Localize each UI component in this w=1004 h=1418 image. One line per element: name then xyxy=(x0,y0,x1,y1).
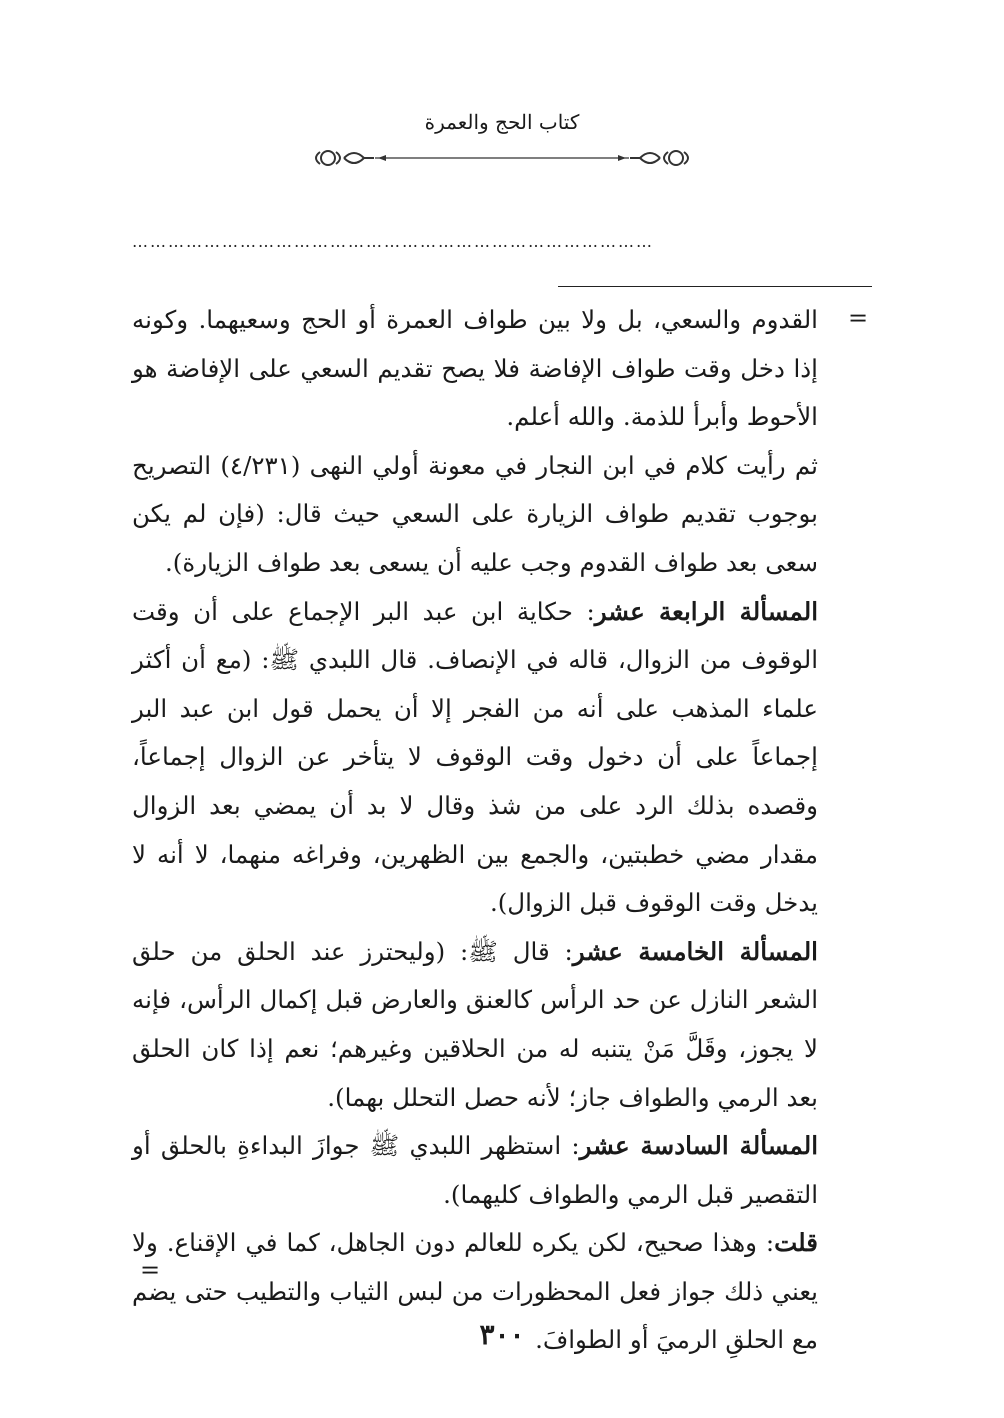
paragraph xyxy=(132,296,818,442)
paragraph xyxy=(132,928,818,1122)
continuation-mark-bottom: = xyxy=(140,1256,161,1284)
book-title: كتاب الحج والعمرة xyxy=(424,110,580,134)
paragraph-lead: المسألة الخامسة عشر xyxy=(572,936,818,966)
paragraph-lead: المسألة السادسة عشر xyxy=(579,1131,818,1161)
footnote-body xyxy=(132,296,818,1365)
header-ornament xyxy=(300,138,704,178)
paragraph-text: : حكاية ابن عبد البر الإجماع على أن وقت الوقوف من الزوال، قاله في الإنصاف. قال اللبدي ﷺ: (مع أن أكثر علماء المذهب على أنه من الفجر إلا أن يحمل قول ابن عبد البر إجماعاً على أن دخول وقت الوقوف لا يتأخر عن الزوال إجماعاً، وقصده بذلك الرد على من شذ وقال لا بد أن يمضي بعد الزوال مقدار مضي خطبتين، والجمع بين الظهرين، وفراغه منهما، لا أنه لا يدخل وقت الوقوف قبل الزوال). xyxy=(132,596,818,918)
paragraph-text: ثم رأيت كلام في ابن النجار في معونة أولي النهى (٤/٢٣١) التصريح بوجوب تقديم طواف الزيارة على السعي حيث قال: (فإن لم يكن سعى بعد طواف القدوم وجب عليه أن يسعى بعد طواف الزيارة). xyxy=(132,450,818,577)
paragraph-lead: قلت xyxy=(774,1228,818,1258)
paragraph-text: : استظهر اللبدي ﷺ جوازَ البداءةِ بالحلق أو التقصير قبل الرمي والطواف كليهما). xyxy=(132,1131,818,1209)
paragraph-lead: المسألة الرابعة عشر xyxy=(594,596,818,626)
continuation-mark-top: = xyxy=(848,304,869,332)
footnote-rule xyxy=(558,286,872,287)
paragraph xyxy=(132,588,818,928)
paragraph xyxy=(132,442,818,588)
paragraph-text: القدوم والسعي، بل ولا بين طواف العمرة أو الحج وسعيهما. وكونه إذا دخل وقت طواف الإفاضة فلا يصح تقديم السعي على الإفاضة هو الأحوط وأبرأ للذمة. والله أعلم. xyxy=(132,305,818,432)
dotted-separator: …………………………………………………………………………… xyxy=(132,232,654,251)
paragraph-text: : قال ﷺ: (وليحترز عند الحلق من حلق الشعر النازل عن حد الرأس كالعنق والعارض قبل إكمال الرأس، فإنه لا يجوز، وقَلَّ مَنْ يتنبه له من الحلاقين وغيرهم؛ نعم إذا كان الحلق بعد الرمي والطواف جاز؛ لأنه حصل التحلل بهما). xyxy=(132,936,818,1112)
paragraph xyxy=(132,1122,818,1219)
page-number: ٣٠٠ xyxy=(479,1318,525,1351)
paragraph-text: : وهذا صحيح، لكن يكره للعالم دون الجاهل، كما في الإقناع. ولا يعني ذلك جواز فعل المحظورات من لبس الثياب والتطيب حتى يضم مع الحلقِ الرميَ أو الطوافَ. xyxy=(132,1228,818,1355)
running-header xyxy=(300,110,704,170)
